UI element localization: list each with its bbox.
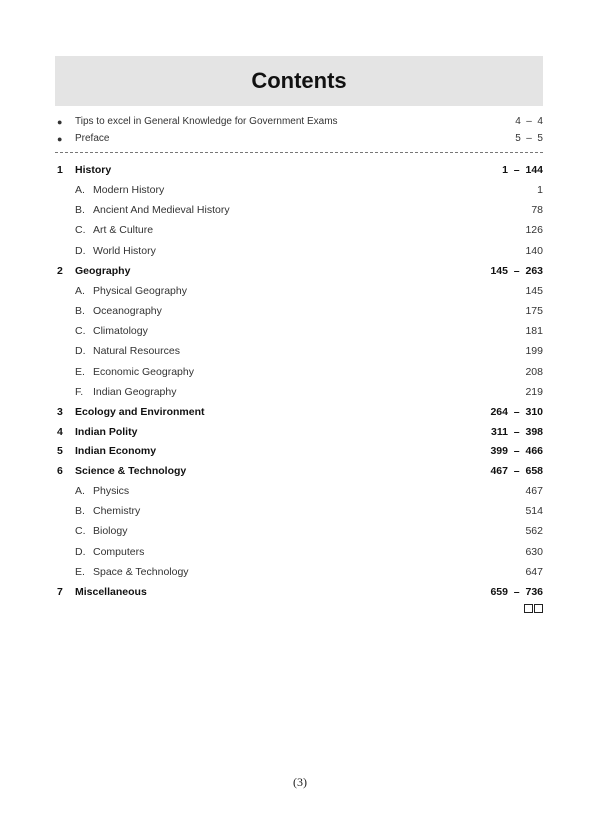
dashed-divider: [55, 152, 543, 153]
section-row: [57, 362, 543, 382]
section-letter: D.: [75, 345, 86, 358]
section-page: 467: [525, 484, 543, 497]
chapter-page-range: 264 – 310: [490, 405, 543, 418]
section-title: Art & Culture: [93, 224, 154, 237]
chapter-page-range: 311 – 398: [491, 425, 543, 438]
chapter-title: History: [75, 163, 112, 176]
section-title: Ancient And Medieval History: [93, 204, 230, 217]
section-letter: A.: [75, 484, 85, 497]
section-page: 630: [525, 545, 543, 558]
section-letter: E.: [75, 365, 85, 378]
table-of-contents: [57, 160, 543, 602]
page-number: (3): [293, 775, 307, 789]
section-page: 78: [531, 204, 543, 217]
chapter-page-range: 399 – 466: [490, 445, 543, 458]
section-page: 126: [525, 224, 543, 237]
section-row: [57, 301, 543, 321]
section-letter: B.: [75, 504, 85, 517]
chapter-row: [57, 261, 543, 281]
preliminary-pages: 5 – 5: [515, 133, 543, 144]
chapter-row: [57, 402, 543, 422]
chapter-title: Indian Polity: [75, 425, 138, 438]
chapter-number: 1: [57, 163, 63, 176]
section-letter: D.: [75, 545, 86, 558]
preliminary-label: Preface: [75, 133, 110, 144]
section-letter: A.: [75, 284, 85, 297]
chapter-number: 6: [57, 464, 63, 477]
contents-header: [55, 56, 543, 106]
chapter-number: 3: [57, 405, 63, 418]
section-page: 647: [525, 565, 543, 578]
chapter-page-range: 145 – 263: [490, 264, 543, 277]
section-page: 219: [525, 386, 543, 398]
chapter-title: Science & Technology: [75, 464, 187, 477]
section-letter: C.: [75, 224, 86, 237]
chapter-page-range: 659 – 736: [490, 585, 543, 598]
section-letter: B.: [75, 304, 85, 317]
chapter-row: [57, 461, 543, 481]
section-title: Economic Geography: [93, 365, 194, 378]
chapter-title: Ecology and Environment: [75, 405, 205, 418]
section-row: [57, 220, 543, 240]
section-title: Climatology: [93, 325, 148, 338]
section-page: 562: [525, 525, 543, 538]
section-title: Oceanography: [93, 304, 162, 317]
section-letter: C.: [75, 525, 86, 538]
section-title: Indian Geography: [93, 386, 177, 398]
chapter-number: 5: [57, 445, 63, 458]
section-row: [57, 501, 543, 521]
section-title: World History: [93, 244, 156, 257]
section-row: [57, 321, 543, 341]
section-letter: D.: [75, 244, 86, 257]
chapter-row: [57, 160, 543, 180]
chapter-number: 4: [57, 425, 63, 438]
section-row: [57, 481, 543, 501]
section-letter: C.: [75, 325, 86, 338]
section-title: Space & Technology: [93, 565, 189, 578]
section-letter: F.: [75, 386, 84, 398]
preliminaries-list: [57, 113, 543, 147]
section-row: [57, 541, 543, 561]
section-row: [57, 200, 543, 220]
section-letter: A.: [75, 183, 85, 196]
section-row: [57, 180, 543, 200]
section-row: [57, 240, 543, 260]
section-page: 208: [525, 365, 543, 378]
preliminary-pages: 4 – 4: [515, 116, 543, 127]
section-letter: B.: [75, 204, 85, 217]
chapter-row: [57, 441, 543, 461]
chapter-row: [57, 422, 543, 442]
section-title: Computers: [93, 545, 145, 558]
section-row: [57, 341, 543, 361]
bullet-icon: ●: [57, 116, 63, 127]
chapter-title: Miscellaneous: [75, 585, 147, 598]
section-title: Natural Resources: [93, 345, 180, 358]
chapter-page-range: 467 – 658: [490, 464, 543, 477]
section-row: [57, 382, 543, 402]
chapter-page-range: 1 – 144: [502, 163, 543, 176]
chapter-number: 2: [57, 264, 63, 277]
section-title: Modern History: [93, 183, 165, 196]
chapter-title: Geography: [75, 264, 131, 277]
section-page: 145: [525, 284, 543, 297]
section-page: 1: [537, 183, 543, 196]
section-row: [57, 521, 543, 541]
chapter-row: [57, 582, 543, 602]
section-title: Chemistry: [93, 504, 141, 517]
bullet-icon: ●: [57, 133, 63, 144]
preliminary-item: [57, 113, 543, 130]
section-page: 181: [525, 325, 543, 338]
section-page: 514: [525, 504, 543, 517]
end-mark-icon: [524, 604, 543, 613]
chapter-title: Indian Economy: [75, 445, 157, 458]
section-page: 175: [525, 304, 543, 317]
preliminary-item: [57, 130, 543, 147]
page-title: Contents: [251, 68, 347, 93]
section-row: [57, 562, 543, 582]
section-letter: E.: [75, 565, 85, 578]
section-title: Physical Geography: [93, 284, 187, 297]
section-page: 140: [525, 244, 543, 257]
section-title: Physics: [93, 484, 130, 497]
chapter-number: 7: [57, 585, 63, 598]
section-title: Biology: [93, 525, 128, 538]
section-row: [57, 280, 543, 300]
section-page: 199: [525, 345, 543, 358]
preliminary-label: Tips to excel in General Knowledge for Government Exams: [75, 116, 338, 127]
